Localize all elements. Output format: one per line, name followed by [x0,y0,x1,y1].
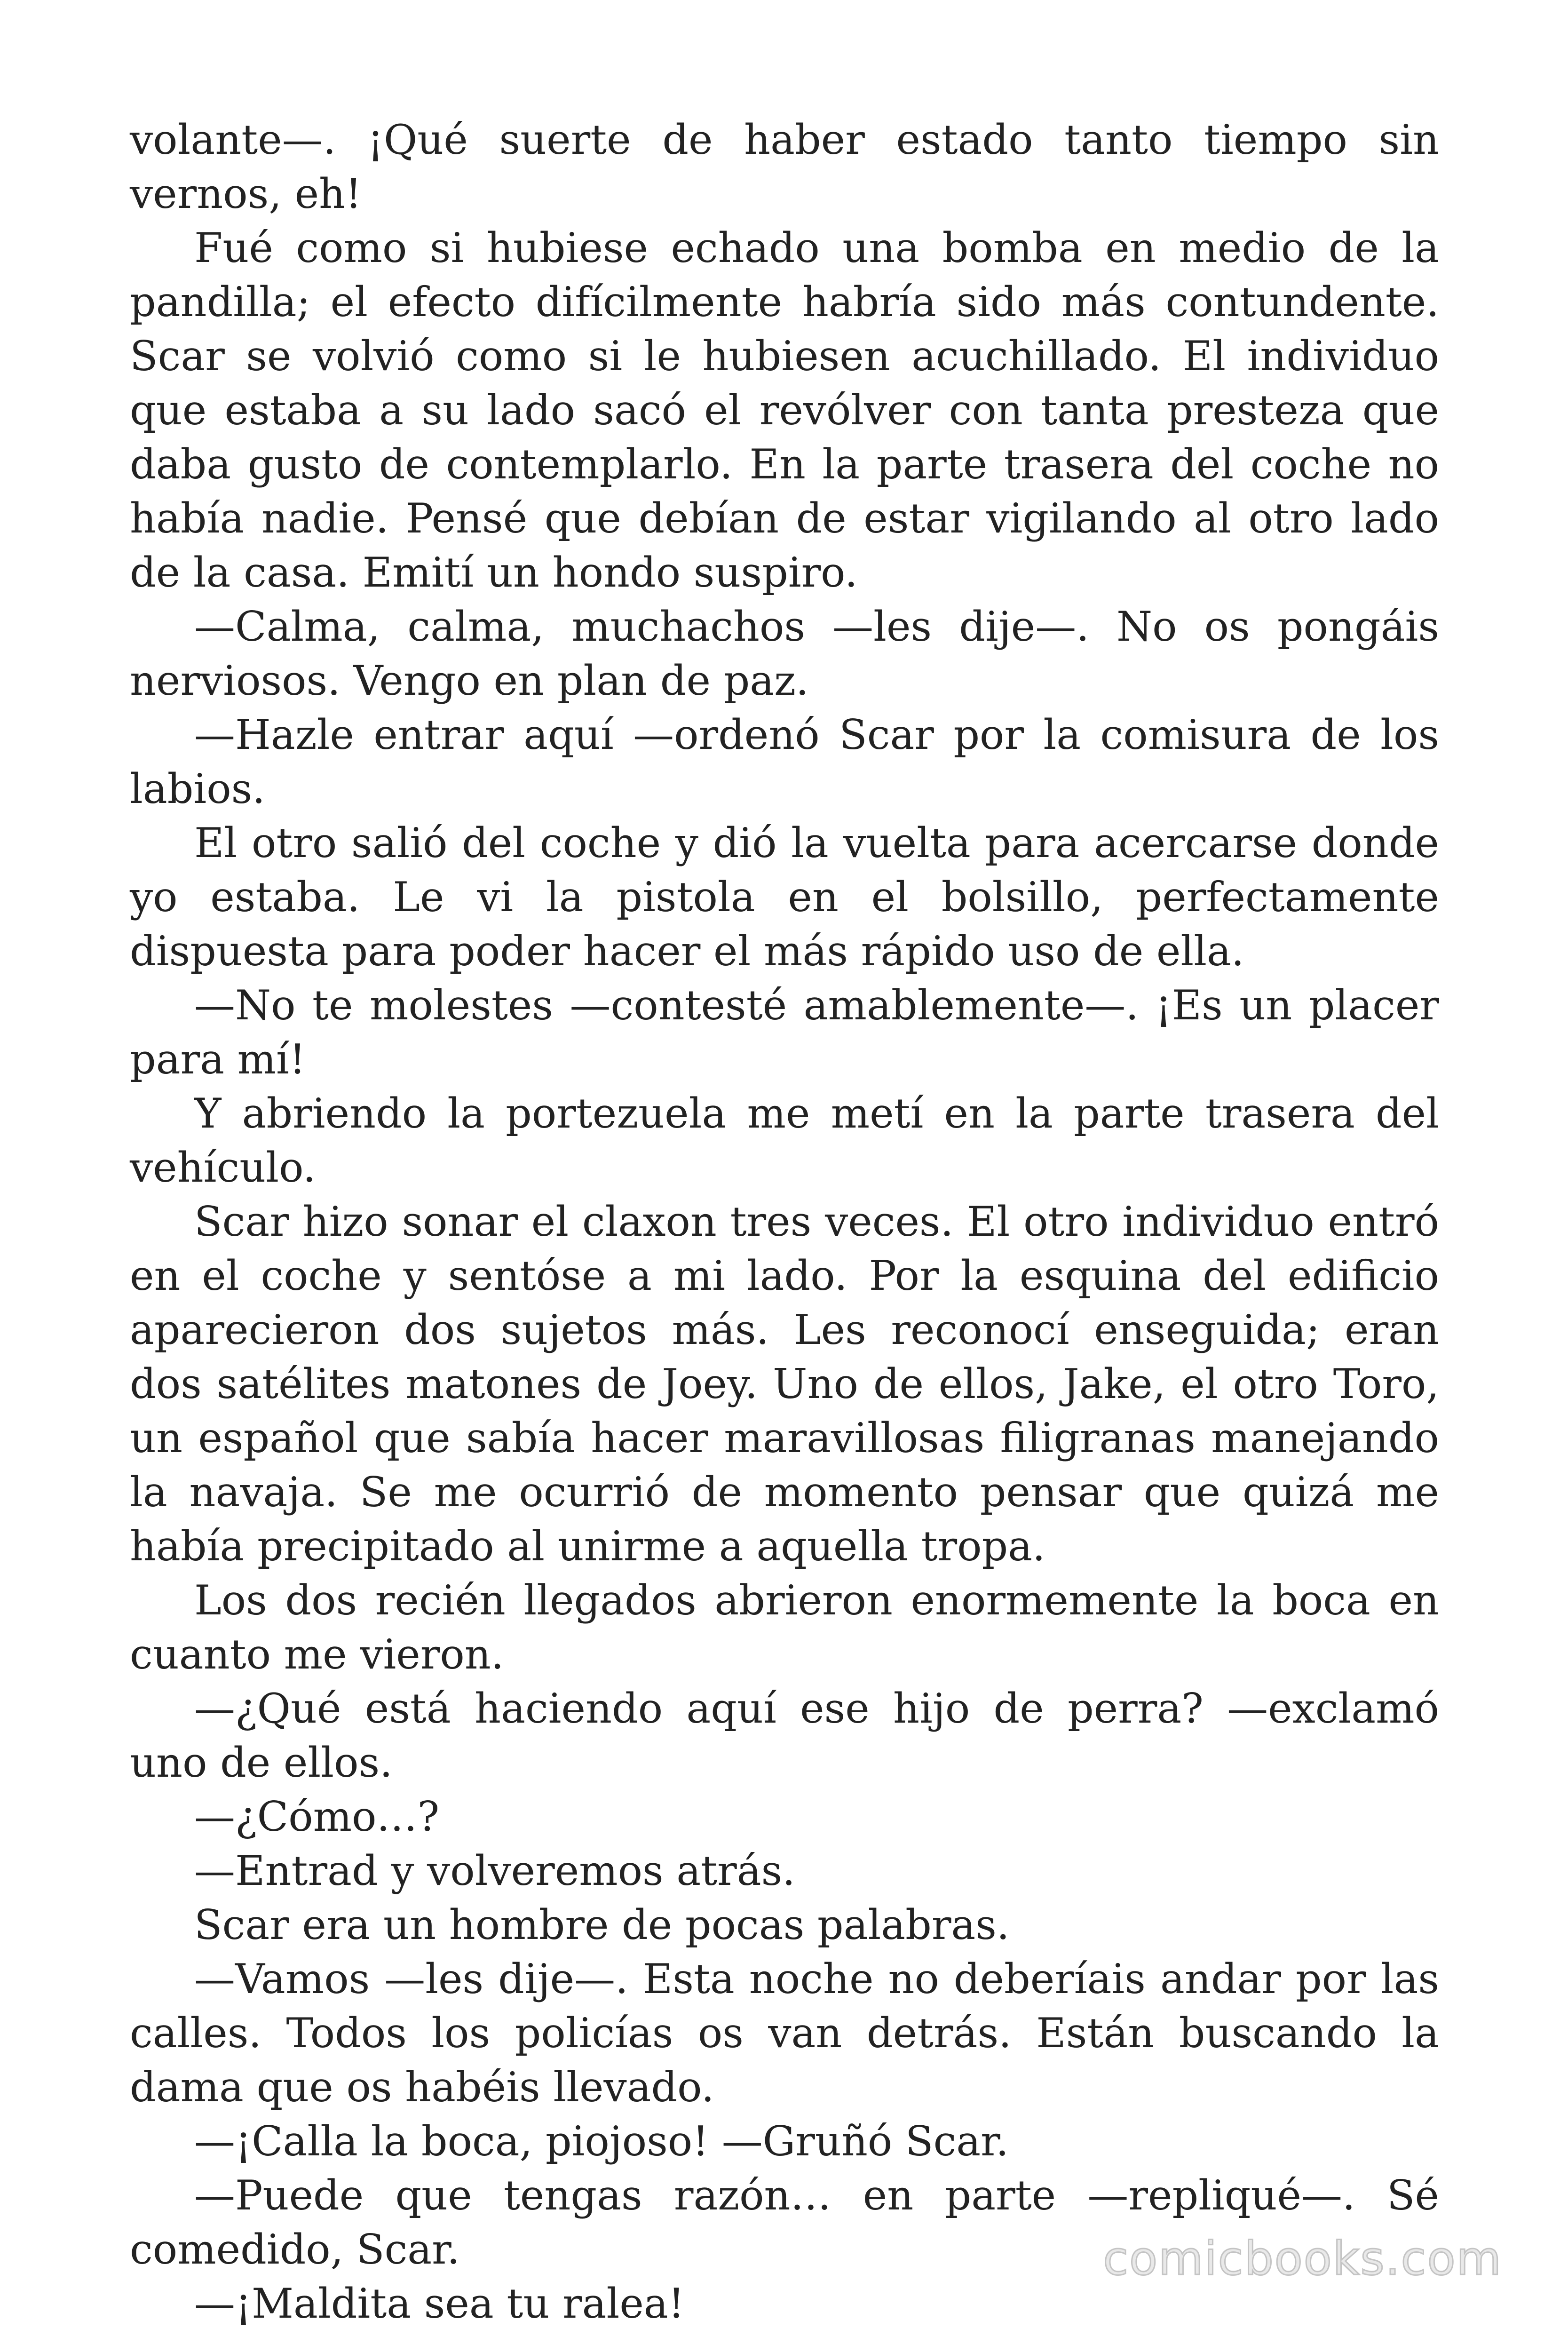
paragraph: —Puede que tengas razón… en parte —repliqué—. Sé comedido, Scar. [130,2171,1439,2273]
paragraph: Fué como si hubiese echado una bomba en medio de la pandilla; el efecto difícilmente habría sido más contundente. Scar se volvió como si le hubiesen acuchillado. El individuo que estaba a su lado sacó el revólver con tanta presteza que daba gusto de contemplarlo. En la parte trasera del coche no había nadie. Pensé que debían de estar vigilando al otro lado de la casa. Emití un hondo suspiro. [130,224,1439,596]
paragraph: —Entrad y volveremos atrás. [194,1847,795,1895]
paragraph: —¡Calla la boca, piojoso! —Gruñó Scar. [194,2117,1009,2165]
paragraph: —No te molestes —contesté amablemente—. ¡Es un placer para mí! [130,981,1439,1083]
paragraph: —¿Qué está haciendo aquí ese hijo de perra? —exclamó uno de ellos. [130,1685,1439,1787]
paragraph: El otro salió del coche y dió la vuelta para acercarse donde yo estaba. Le vi la pistola en el bolsillo, perfectamente dispuesta para poder hacer el más rápido uso de ella. [130,819,1439,975]
paragraph: Scar hizo sonar el claxon tres veces. El otro individuo entró en el coche y sentóse a mi lado. Por la esquina del edificio aparecieron dos sujetos más. Les reconocí enseguida; eran dos satélites matones de Joey. Uno de ellos, Jake, el otro Toro, un español que sabía hacer maravillosas filigranas manejando la navaja. Se me ocurrió de momento pensar que quizá me había precipitado al unirme a aquella tropa. [130,1198,1439,1570]
paragraph: —¡Maldita sea tu ralea! [194,2280,685,2328]
watermark: comicbooks.com [1103,2232,1502,2286]
paragraph: volante—. ¡Qué suerte de haber estado tanto tiempo sin vernos, eh! [130,116,1439,218]
paragraph: Scar era un hombre de pocas palabras. [194,1901,1010,1949]
paragraph: —Calma, calma, muchachos —les dije—. No os pongáis nerviosos. Vengo en plan de paz. [130,603,1439,705]
paragraph: —Vamos —les dije—. Esta noche no deberíais andar por las calles. Todos los policías os van detrás. Están buscando la dama que os habéis llevado. [130,1955,1439,2111]
book-page-text [130,113,1439,2331]
paragraph: —¿Cómo…? [194,1793,440,1841]
paragraph: Y abriendo la portezuela me metí en la parte trasera del vehículo. [130,1089,1439,1192]
paragraph: —Hazle entrar aquí —ordenó Scar por la comisura de los labios. [130,711,1439,813]
paragraph: Los dos recién llegados abrieron enormemente la boca en cuanto me vieron. [130,1576,1439,1678]
